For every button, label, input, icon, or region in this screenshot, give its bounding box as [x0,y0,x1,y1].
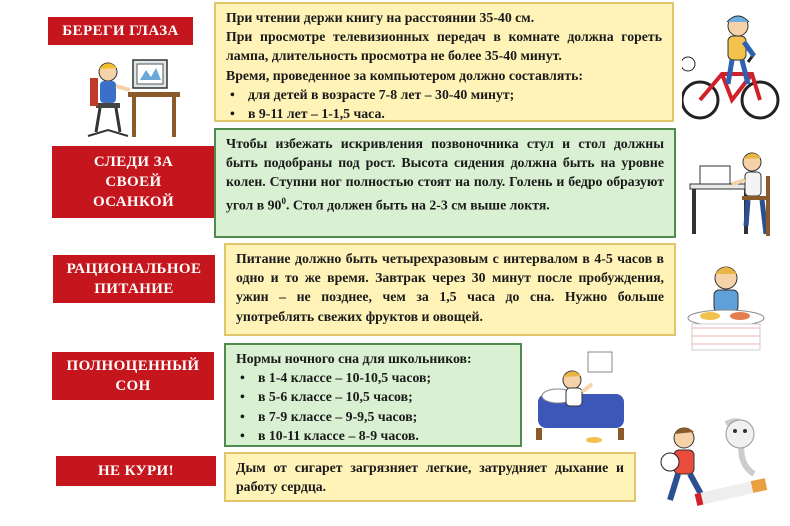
tip-box-nutrition [224,243,676,336]
bullet-item: • в 5-6 классе – 10,5 часов; [258,387,510,406]
label-no-smoking [56,456,216,486]
tip-text-end: . Стол должен быть на 2-3 см выше локтя. [285,197,550,213]
boy-kicking-cigarette-illustration [656,404,774,522]
tip-bullets [226,85,662,123]
label-line: СЛЕДИ ЗА [93,154,174,170]
child-at-computer-illustration [78,50,188,142]
bullet-item: • в 10-11 классе – 8-9 часов. [258,426,510,445]
tip-box-sleep [224,343,522,447]
label-line: РАЦИОНАЛЬНОЕ [66,261,202,277]
tip-line: При просмотре телевизионных передач в комнате должна гореть лампа, длительность просмотра не более 35-40 минут. [226,29,662,64]
label-line: БЕРЕГИ ГЛАЗА [62,23,179,39]
bullet-item: • в 9-11 лет – 1-1,5 часа. [248,104,662,123]
label-line: НЕ КУРИ! [97,463,175,479]
tip-text [226,134,664,214]
tip-box-posture [214,128,676,238]
tip-heading: Нормы ночного сна для школьников: [236,351,472,366]
label-line: ПОЛНОЦЕННЫЙ [66,358,200,374]
tip-line: При чтении держи книгу на расстоянии 35-40 см. [226,10,535,25]
tip-box-protect-eyes [214,2,674,122]
tip-text: Дым от сигарет загрязняет легкие, затрудняет дыхание и работу сердца. [236,460,624,495]
label-sleep [52,352,214,400]
label-protect-eyes [48,17,193,45]
label-line: СВОЕЙ [105,174,162,190]
bullet-item: • в 1-4 классе – 10-10,5 часов; [258,368,510,387]
tip-bullets [236,368,510,445]
child-waking-up-illustration [528,346,632,446]
label-nutrition [53,255,215,303]
boy-at-desk-illustration [682,146,782,238]
bullet-item: • для детей в возрасте 7-8 лет – 30-40 минут; [248,85,662,104]
tip-text-main: Чтобы избежать искривления позвоночника стул и стол должны быть подобраны под рост. Высота сидения должна быть на уровне колен. Ступни ног полностью стоят на полу. Голень и бедро образуют угол в 90 [226,136,664,213]
label-posture [52,146,215,218]
tip-line: Время, проведенное за компьютером должно составлять: [226,67,584,83]
boy-on-bicycle-illustration [682,4,782,124]
degree-superscript: 0 [281,195,286,206]
label-line: ПИТАНИЕ [94,281,174,297]
label-line: СОН [115,378,151,394]
label-line: ОСАНКОЙ [92,194,175,210]
bullet-item: • в 7-9 классе – 9-9,5 часов; [258,407,510,426]
boy-eating-illustration [684,258,768,354]
tip-text: Питание должно быть четырехразовым с интервалом в 4-5 часов в одно и то же время. Завтрак через 30 минут после пробуждения, ужин – не позднее, чем за 1,5 часа до сна. Нужно больше употреблять свежих фруктов и овощей. [236,251,664,324]
tip-box-no-smoking [224,452,636,502]
